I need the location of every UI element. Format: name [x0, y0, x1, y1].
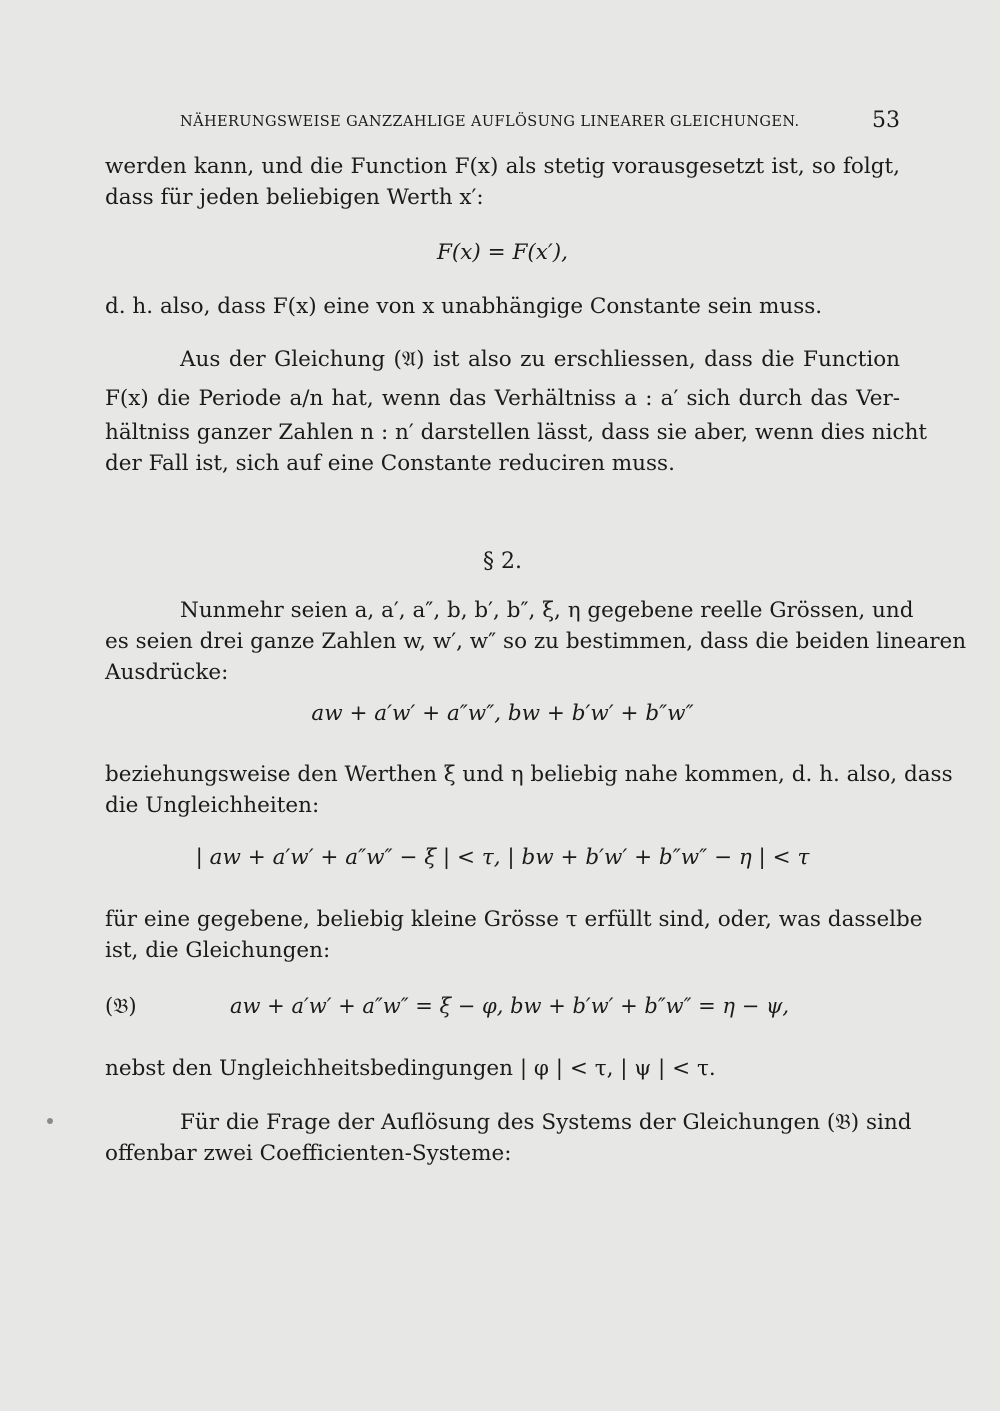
paragraph-4-line-1: Nunmehr seien a, a′, a″, b, b′, b″, ξ, η gegebene reelle Grössen, und: [180, 598, 914, 623]
page-header: [180, 108, 900, 138]
equation-3: | aw + a′w′ + a″w″ − ξ | < τ, | bw + b′w′ + b″w″ − η | < τ: [195, 845, 810, 870]
paragraph-5-line-1: beziehungsweise den Werthen ξ und η beliebig nahe kommen, d. h. also, dass: [105, 762, 953, 787]
paragraph-6-line-1: für eine gegebene, beliebig kleine Grösse τ erfüllt sind, oder, was dasselbe: [105, 907, 923, 932]
paragraph-3-line-2: F(x) die Periode a/n hat, wenn das Verhältniss a : a′ sich durch das Ver-: [105, 386, 900, 411]
paragraph-1-line-2: dass für jeden beliebigen Werth x′:: [105, 185, 484, 210]
section-heading: § 2.: [483, 549, 522, 574]
paragraph-4-line-3: Ausdrücke:: [105, 660, 229, 685]
paragraph-6-line-2: ist, die Gleichungen:: [105, 938, 331, 963]
paragraph-4-line-2: es seien drei ganze Zahlen w, w′, w″ so zu bestimmen, dass die beiden linearen: [105, 629, 967, 654]
paragraph-7: nebst den Ungleichheitsbedingungen | φ | < τ, | ψ | < τ.: [105, 1056, 716, 1081]
margin-dot: [47, 1118, 53, 1124]
paragraph-2: d. h. also, dass F(x) eine von x unabhängige Constante sein muss.: [105, 294, 823, 319]
running-head: NÄHERUNGSWEISE GANZZAHLIGE AUFLÖSUNG LINEARER GLEICHUNGEN.: [180, 114, 800, 130]
equation-4-label: (𝔅): [105, 994, 137, 1018]
paragraph-3-line-1: Aus der Gleichung (𝔄) ist also zu erschliessen, dass die Function: [180, 347, 900, 372]
paragraph-1-line-1: werden kann, und die Function F(x) als stetig vorausgesetzt ist, so folgt,: [105, 154, 900, 179]
equation-1: F(x) = F(x′),: [436, 240, 569, 265]
paragraph-3-line-4: der Fall ist, sich auf eine Constante reduciren muss.: [105, 451, 675, 476]
paragraph-8-line-2: offenbar zwei Coefficienten-Systeme:: [105, 1141, 512, 1166]
paragraph-5-line-2: die Ungleichheiten:: [105, 793, 320, 818]
equation-4: aw + a′w′ + a″w″ = ξ − φ, bw + b′w′ + b″w″ = η − ψ,: [230, 994, 790, 1018]
page-number: 53: [872, 108, 900, 133]
paragraph-3-line-3: hältniss ganzer Zahlen n : n′ darstellen lässt, dass sie aber, wenn dies nicht: [105, 420, 928, 445]
paragraph-8-line-1: Für die Frage der Auflösung des Systems der Gleichungen (𝔅) sind: [180, 1110, 912, 1135]
equation-2: aw + a′w′ + a″w″, bw + b′w′ + b″w″: [311, 701, 694, 726]
